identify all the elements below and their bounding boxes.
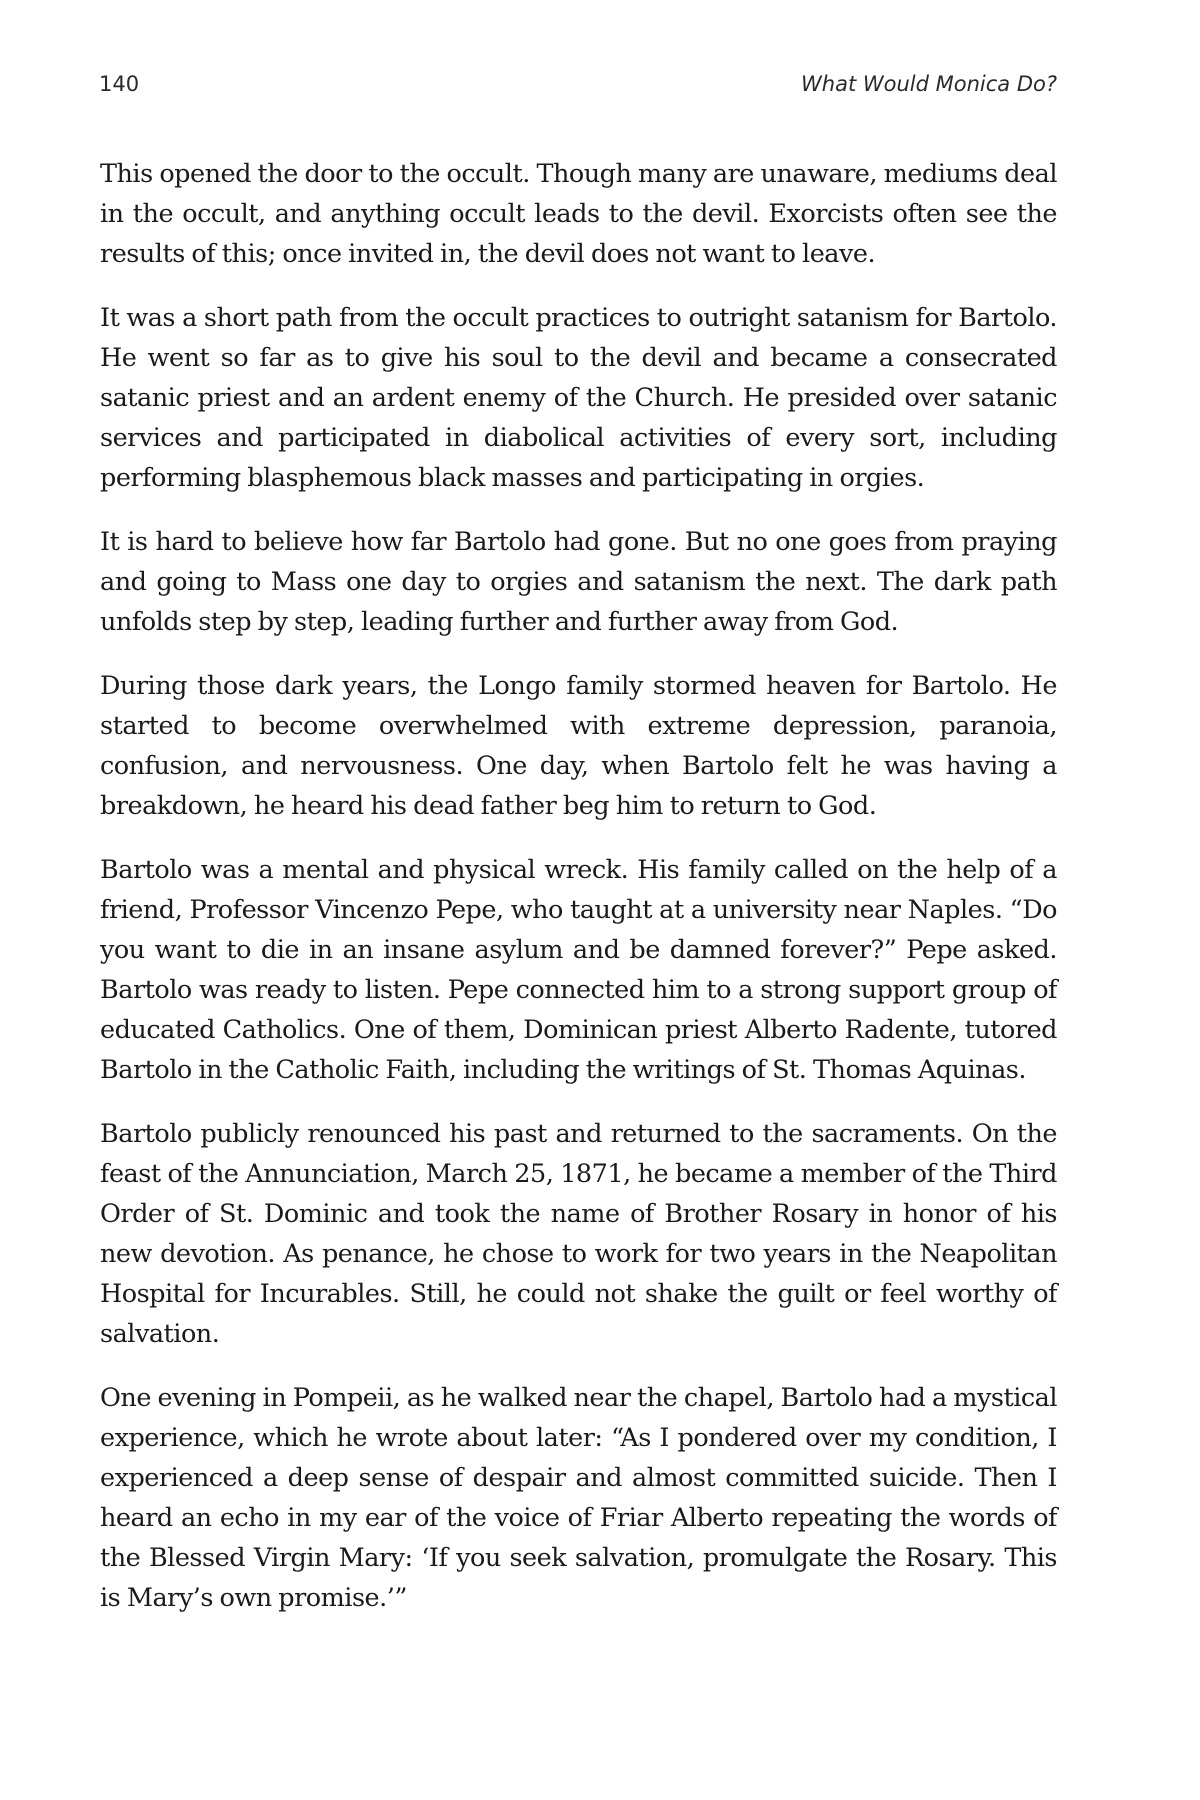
paragraph: Bartolo was a mental and physical wreck. His family called on the help of a friend, Professor Vincenzo Pepe, who taught at a university near Naples. “Do you want to die in an insane asylum and be damned forever?” Pepe asked. Bartolo was ready to listen. Pepe connected him to a strong support group of educated Catholics. One of them, Dominican priest Alberto Radente, tutored Bartolo in the Catholic Faith, including the writings of St. Thomas Aquinas.: [100, 855, 1057, 1085]
page-number: 140: [99, 72, 140, 96]
paragraph: Bartolo publicly renounced his past and returned to the sacraments. On the feast of the Annunciation, March 25, 1871, he became a member of the Third Order of St. Dominic and took the name of Brother Rosary in honor of his new devotion. As penance, he chose to work for two years in the Neapolitan Hospital for Incurables. Still, he could not shake the guilt or feel worthy of salvation.: [100, 1119, 1057, 1349]
paragraph: This opened the door to the occult. Though many are unaware, mediums deal in the occult, and anything occult leads to the devil. Exorcists often see the results of this; once invited in, the devil does not want to leave.: [100, 159, 1057, 269]
page-header: [99, 72, 1057, 104]
paragraph: One evening in Pompeii, as he walked near the chapel, Bartolo had a mystical experience, which he wrote about later: “As I pondered over my condition, I experienced a deep sense of despair and almost committed suicide. Then I heard an echo in my ear of the voice of Friar Alberto repeating the words of the Blessed Virgin Mary: ‘If you seek salvation, promulgate the Rosary. This is Mary’s own promise.’”: [100, 1383, 1057, 1613]
paragraph: During those dark years, the Longo family stormed heaven for Bartolo. He started to become overwhelmed with extreme depression, paranoia, confusion, and nervousness. One day, when Bartolo felt he was having a breakdown, he heard his dead father beg him to return to God.: [100, 671, 1057, 821]
paragraph: It was a short path from the occult practices to outright satanism for Bartolo. He went so far as to give his soul to the devil and became a consecrated satanic priest and an ardent enemy of the Church. He presided over satanic services and participated in diabolical activities of every sort, including performing blasphemous black masses and participating in orgies.: [100, 303, 1057, 493]
body-text: [100, 154, 1057, 1642]
running-title: What Would Monica Do?: [801, 72, 1057, 96]
paragraph: It is hard to believe how far Bartolo had gone. But no one goes from praying and going to Mass one day to orgies and satanism the next. The dark path unfolds step by step, leading further and further away from God.: [100, 527, 1057, 637]
